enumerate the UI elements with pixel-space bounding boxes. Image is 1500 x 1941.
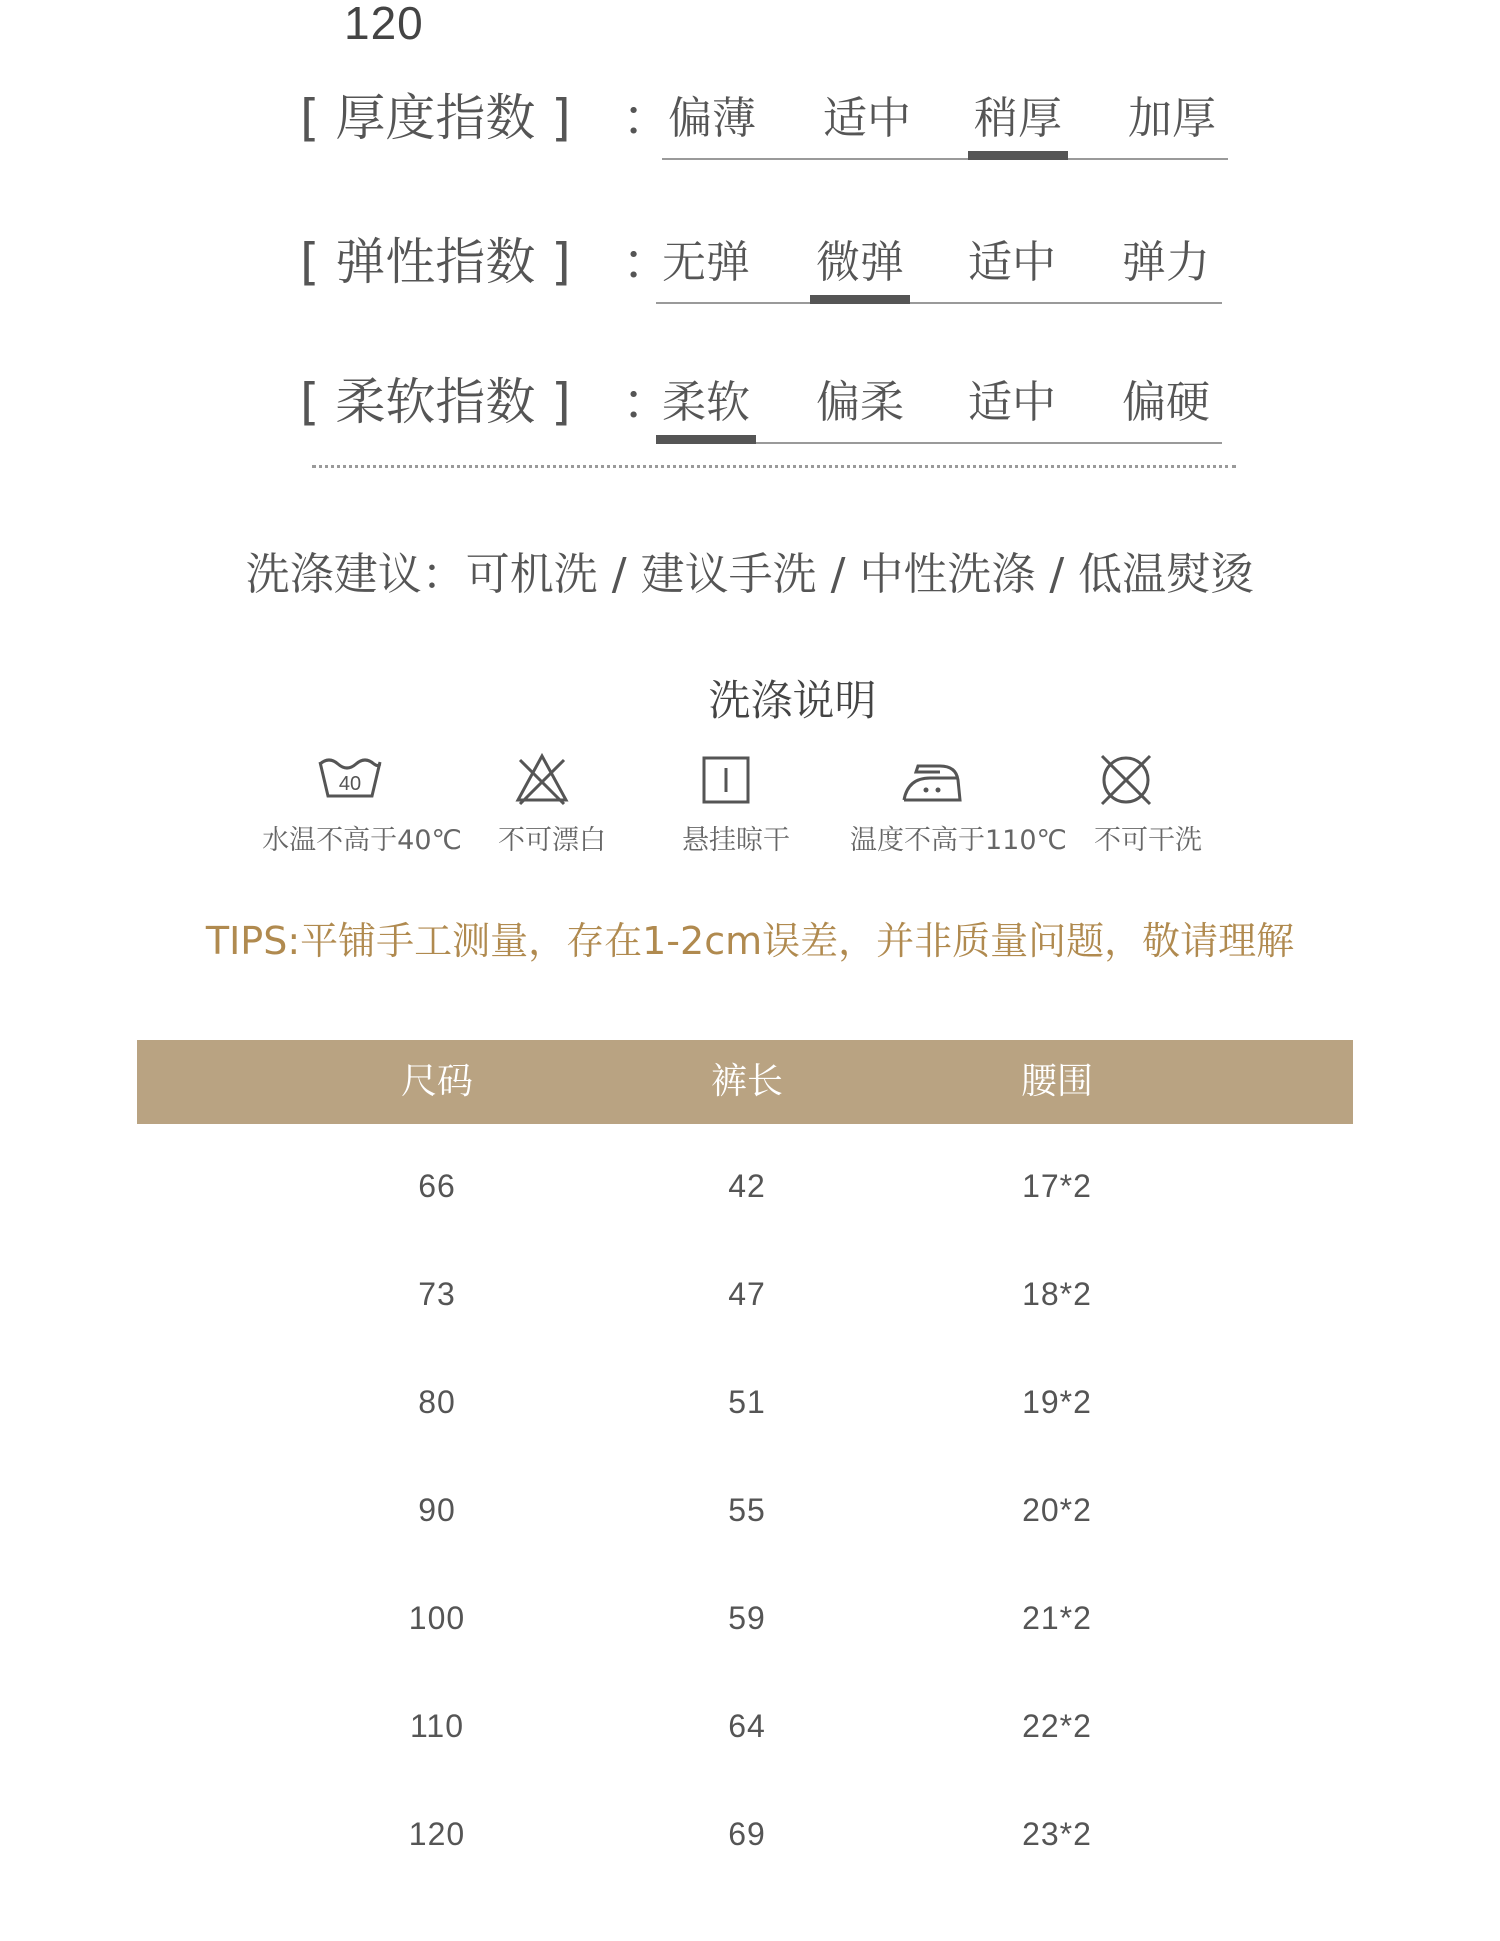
- cell-waist: 17*2: [1022, 1168, 1092, 1204]
- softness-index: [0, 362, 1500, 452]
- size-table-body: [137, 1124, 1353, 1888]
- softness-option: 偏柔: [816, 377, 904, 428]
- cell-size: 80: [418, 1384, 456, 1420]
- header-size: 尺码: [400, 1061, 473, 1102]
- no-dry-clean-icon: [1096, 752, 1156, 808]
- size-table-header: [137, 1040, 1353, 1124]
- thickness-option: 偏薄: [668, 93, 756, 144]
- softness-option: 偏硬: [1122, 377, 1210, 428]
- cell-length: 51: [728, 1384, 766, 1420]
- elasticity-options: [656, 222, 1222, 304]
- softness-index-label: [ 柔软指数 ]: [300, 373, 571, 431]
- table-row: [137, 1780, 1353, 1888]
- softness-option: 适中: [968, 377, 1056, 428]
- care-label-water-temp: 水温不高于40℃: [262, 825, 462, 856]
- softness-option-selected: 柔软: [656, 366, 756, 438]
- wash-temperature-number: 40: [338, 773, 362, 795]
- softness-options: [656, 362, 1222, 444]
- measurement-tips: TIPS:平铺手工测量，存在1-2cm误差，并非质量问题，敬请理解: [205, 919, 1295, 963]
- hang-dry-icon: [700, 752, 752, 808]
- cell-size: 90: [418, 1492, 456, 1528]
- cell-size: 110: [409, 1708, 464, 1744]
- wash-tub-40-icon: [316, 752, 384, 808]
- header-length: 裤长: [710, 1061, 783, 1102]
- elasticity-index: [0, 222, 1500, 312]
- table-row: [137, 1132, 1353, 1240]
- cell-length: 47: [728, 1276, 766, 1312]
- table-row: [137, 1564, 1353, 1672]
- thickness-option-selected: 稍厚: [968, 82, 1068, 154]
- cell-waist: 23*2: [1022, 1816, 1092, 1852]
- cell-waist: 18*2: [1022, 1276, 1092, 1312]
- wash-advice: 洗涤建议：可机洗 / 建议手洗 / 中性洗涤 / 低温熨烫: [245, 549, 1255, 600]
- cell-length: 42: [728, 1168, 766, 1204]
- cell-waist: 21*2: [1022, 1600, 1092, 1636]
- cell-waist: 19*2: [1022, 1384, 1092, 1420]
- care-label-no-dry-clean: 不可干洗: [1094, 825, 1202, 856]
- header-waist: 腰围: [1020, 1061, 1093, 1102]
- no-bleach-icon: [514, 752, 570, 808]
- table-row: [137, 1348, 1353, 1456]
- elasticity-option-selected: 微弹: [810, 226, 910, 298]
- iron-icon: [900, 752, 964, 808]
- thickness-index-colon: ：: [622, 89, 672, 147]
- elasticity-option: 适中: [968, 237, 1056, 288]
- elasticity-index-label: [ 弹性指数 ]: [300, 233, 571, 291]
- care-label-no-bleach: 不可漂白: [498, 825, 606, 856]
- dotted-divider: [312, 465, 1236, 468]
- thickness-index-label: [ 厚度指数 ]: [300, 89, 571, 147]
- top-size-number: 120: [344, 0, 424, 49]
- wash-instructions-title: 洗涤说明: [708, 676, 877, 725]
- table-row: [137, 1456, 1353, 1564]
- cell-length: 55: [728, 1492, 766, 1528]
- cell-waist: 20*2: [1022, 1492, 1092, 1528]
- table-row: [137, 1240, 1353, 1348]
- cell-size: 100: [408, 1600, 466, 1636]
- elasticity-option: 弹力: [1122, 237, 1210, 288]
- thickness-option: 适中: [823, 93, 911, 144]
- care-label-hang-dry: 悬挂晾干: [682, 825, 790, 856]
- size-table: [137, 1040, 1353, 1888]
- table-row: [137, 1672, 1353, 1780]
- cell-waist: 22*2: [1022, 1708, 1092, 1744]
- elasticity-option: 无弹: [662, 237, 750, 288]
- cell-length: 59: [728, 1600, 766, 1636]
- cell-length: 64: [728, 1708, 766, 1744]
- thickness-option: 加厚: [1128, 93, 1216, 144]
- care-label-iron-temp: 温度不高于110℃: [850, 825, 1067, 856]
- cell-size: 66: [418, 1168, 456, 1204]
- cell-length: 69: [728, 1816, 766, 1852]
- thickness-options: [662, 78, 1228, 160]
- elasticity-index-colon: ：: [622, 233, 672, 291]
- softness-index-colon: ：: [622, 373, 672, 431]
- thickness-index: [0, 78, 1500, 168]
- cell-size: 120: [408, 1816, 466, 1852]
- cell-size: 73: [418, 1276, 456, 1312]
